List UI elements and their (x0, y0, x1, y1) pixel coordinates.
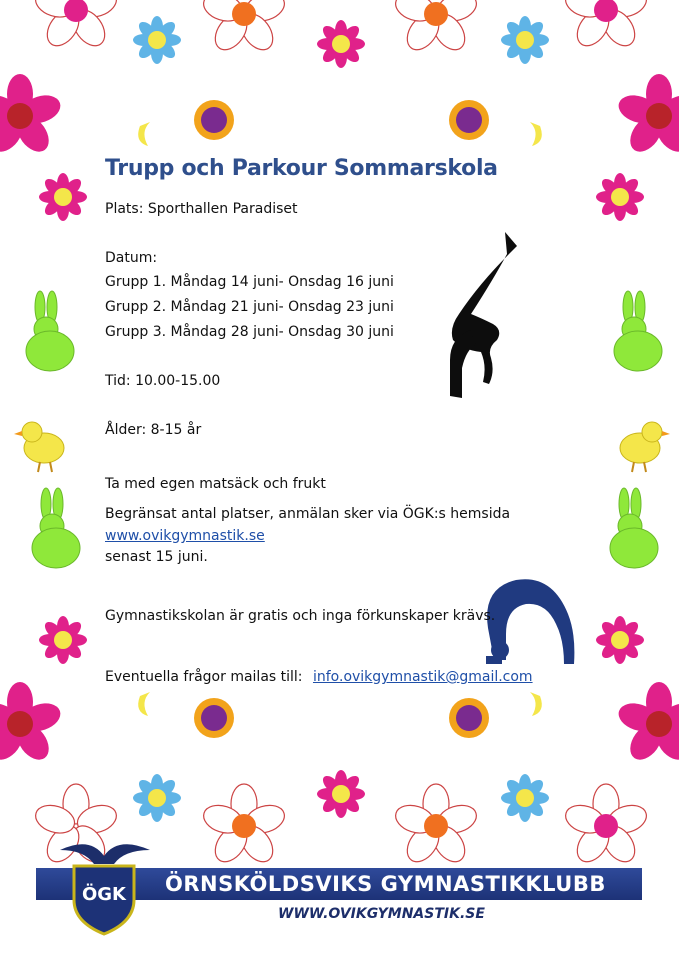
handstand-gymnast-icon (450, 232, 517, 398)
bridge-gymnast-icon (486, 579, 574, 664)
place-text: Plats: Sporthallen Paradiset (105, 201, 298, 217)
lunch-text: Ta med egen matsäck och frukt (105, 476, 326, 492)
questions-text (105, 669, 533, 685)
page-title: Trupp och Parkour Sommarskola (105, 156, 498, 181)
deadline-text: senast 15 juni. (105, 549, 208, 565)
free-text: Gymnastikskolan är gratis och inga förkunskaper krävs. (105, 608, 496, 624)
age-text: Ålder: 8-15 år (105, 422, 202, 438)
eagle-icon (60, 844, 150, 864)
time-text: Tid: 10.00-15.00 (105, 373, 221, 389)
group-1-dates: Grupp 1. Måndag 14 juni- Onsdag 16 juni (105, 274, 394, 290)
group-2-dates: Grupp 2. Måndag 21 juni- Onsdag 23 juni (105, 299, 394, 315)
logo-text: ÖGK (81, 884, 127, 905)
questions-label: Eventuella frågor mailas till: (105, 669, 303, 685)
club-url[interactable]: WWW.OVIKGYMNASTIK.SE (278, 906, 485, 922)
group-3-dates: Grupp 3. Måndag 28 juni- Onsdag 30 juni (105, 324, 394, 340)
club-name: ÖRNSKÖLDSVIKS GYMNASTIKKLUBB (165, 872, 606, 896)
dates-heading: Datum: (105, 250, 158, 266)
email-link[interactable]: info.ovikgymnastik@gmail.com (312, 669, 533, 685)
limited-spots-text: Begränsat antal platser, anmälan sker via ÖGK:s hemsida (105, 506, 511, 522)
club-logo (56, 836, 152, 936)
website-link[interactable]: www.ovikgymnastik.se (105, 528, 265, 544)
